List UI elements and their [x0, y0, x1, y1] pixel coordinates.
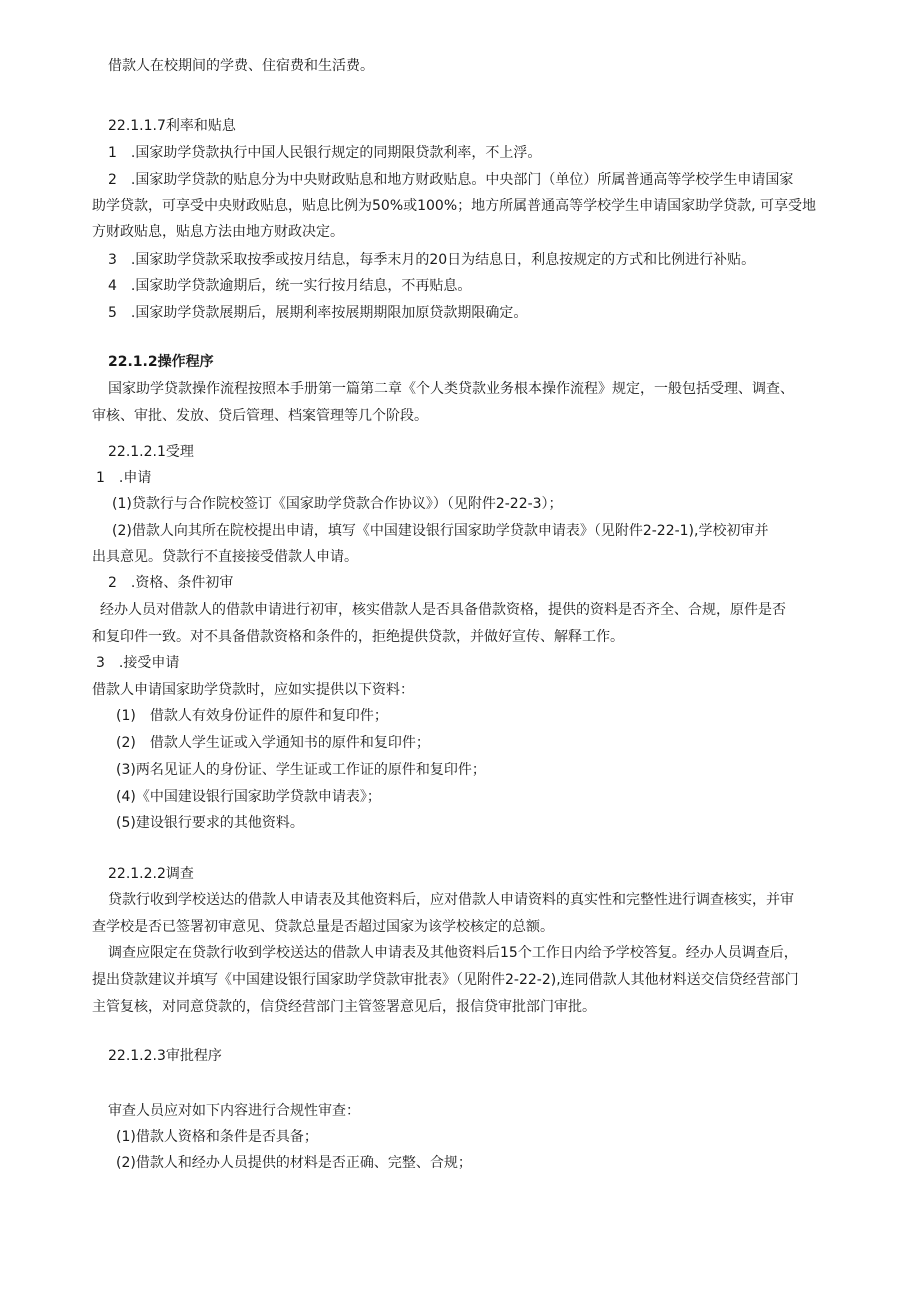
text-line-26: (4)《中国建设银行国家助学贷款申请表》；	[116, 789, 381, 805]
text-line-29: 贷款行收到学校送达的借款人申请表及其他资料后，应对借款人申请资料的真实性和完整性进行调查核实，并审	[108, 892, 794, 908]
text-line-37: (2)借款人和经办人员提供的材料是否正确、完整、合规；	[116, 1155, 472, 1171]
section-heading-22-1-2: 22.1.2操作程序	[108, 354, 214, 370]
text-line-32: 提出贷款建议并填写《中国建设银行国家助学贷款审批表》（见附件2-22-2),连同借款人其他材料送交信贷经营部门	[92, 972, 799, 988]
text-line-18: 2 .资格、条件初审	[108, 575, 234, 591]
text-line-33: 主管复核，对同意贷款的，信贷经营部门主管签署意见后，报信贷审批部门审批。	[92, 999, 596, 1015]
text-line-6: 方财政贴息，贴息方法由地方财政决定。	[92, 224, 344, 240]
text-line-20: 和复印件一致。对不具备借款资格和条件的，拒绝提供贷款，并做好宣传、解释工作。	[92, 629, 624, 645]
text-line-16: (2)借款人向其所在院校提出申请，填写《中国建设银行国家助学贷款申请表》（见附件2-22-1),学校初审并	[112, 523, 769, 539]
text-line-17: 出具意见。贷款行不直接接受借款人申请。	[92, 549, 358, 565]
subsection-heading-22-1-2-3: 22.1.2.3审批程序	[108, 1048, 222, 1064]
text-line-4: 2 .国家助学贷款的贴息分为中央财政贴息和地方财政贴息。中央部门（单位）所属普通高等学校学生申请国家	[108, 172, 794, 188]
text-line-21: 3 .接受申请	[96, 655, 180, 671]
text-line-36: (1)借款人资格和条件是否具备；	[116, 1129, 318, 1145]
subsection-heading-22-1-2-1: 22.1.2.1受理	[108, 444, 194, 460]
subsection-heading-22-1-1-7: 22.1.1.7利率和贴息	[108, 118, 236, 134]
text-line-8: 4 .国家助学贷款逾期后，统一实行按月结息，不再贴息。	[108, 278, 472, 294]
text-line-25: (3)两名见证人的身份证、学生证或工作证的原件和复印件；	[116, 762, 486, 778]
subsection-heading-22-1-2-2: 22.1.2.2调查	[108, 866, 194, 882]
text-line-14: 1 .申请	[96, 470, 152, 486]
text-line-23: (1) 借款人有效身份证件的原件和复印件；	[116, 708, 388, 724]
text-line-30: 查学校是否已签署初审意见、贷款总量是否超过国家为该学校核定的总额。	[92, 919, 554, 935]
text-line-9: 5 .国家助学贷款展期后，展期利率按展期期限加原贷款期限确定。	[108, 305, 528, 321]
text-line-19: 经办人员对借款人的借款申请进行初审，核实借款人是否具备借款资格，提供的资料是否齐全、合规，原件是否	[100, 602, 786, 618]
text-line-31: 调查应限定在贷款行收到学校送达的借款人申请表及其他资料后15个工作日内给予学校答复。经办人员调查后，	[108, 945, 798, 961]
text-line-22: 借款人申请国家助学贷款时，应如实提供以下资料：	[92, 682, 414, 698]
text-line-24: (2) 借款人学生证或入学通知书的原件和复印件；	[116, 735, 430, 751]
text-line-12: 审核、审批、发放、贷后管理、档案管理等几个阶段。	[92, 408, 428, 424]
text-line-11: 国家助学贷款操作流程按照本手册第一篇第二章《个人类贷款业务根本操作流程》规定，一般包括受理、调查、	[108, 381, 794, 397]
text-line-7: 3 .国家助学贷款采取按季或按月结息，每季末月的20日为结息日，利息按规定的方式和比例进行补贴。	[108, 252, 756, 268]
text-line-15: (1)贷款行与合作院校签订《国家助学贷款合作协议》）（见附件2-22-3）；	[112, 496, 563, 512]
text-line-3: 1 .国家助学贷款执行中国人民银行规定的同期限贷款利率，不上浮。	[108, 145, 542, 161]
text-line-1: 借款人在校期间的学费、住宿费和生活费。	[108, 58, 374, 74]
text-line-27: (5)建设银行要求的其他资料。	[116, 815, 304, 831]
text-line-5: 助学贷款，可享受中央财政贴息，贴息比例为50%或100%；地方所属普通高等学校学生申请国家助学贷款, 可享受地	[92, 198, 817, 214]
text-line-35: 审查人员应对如下内容进行合规性审查：	[108, 1103, 360, 1119]
